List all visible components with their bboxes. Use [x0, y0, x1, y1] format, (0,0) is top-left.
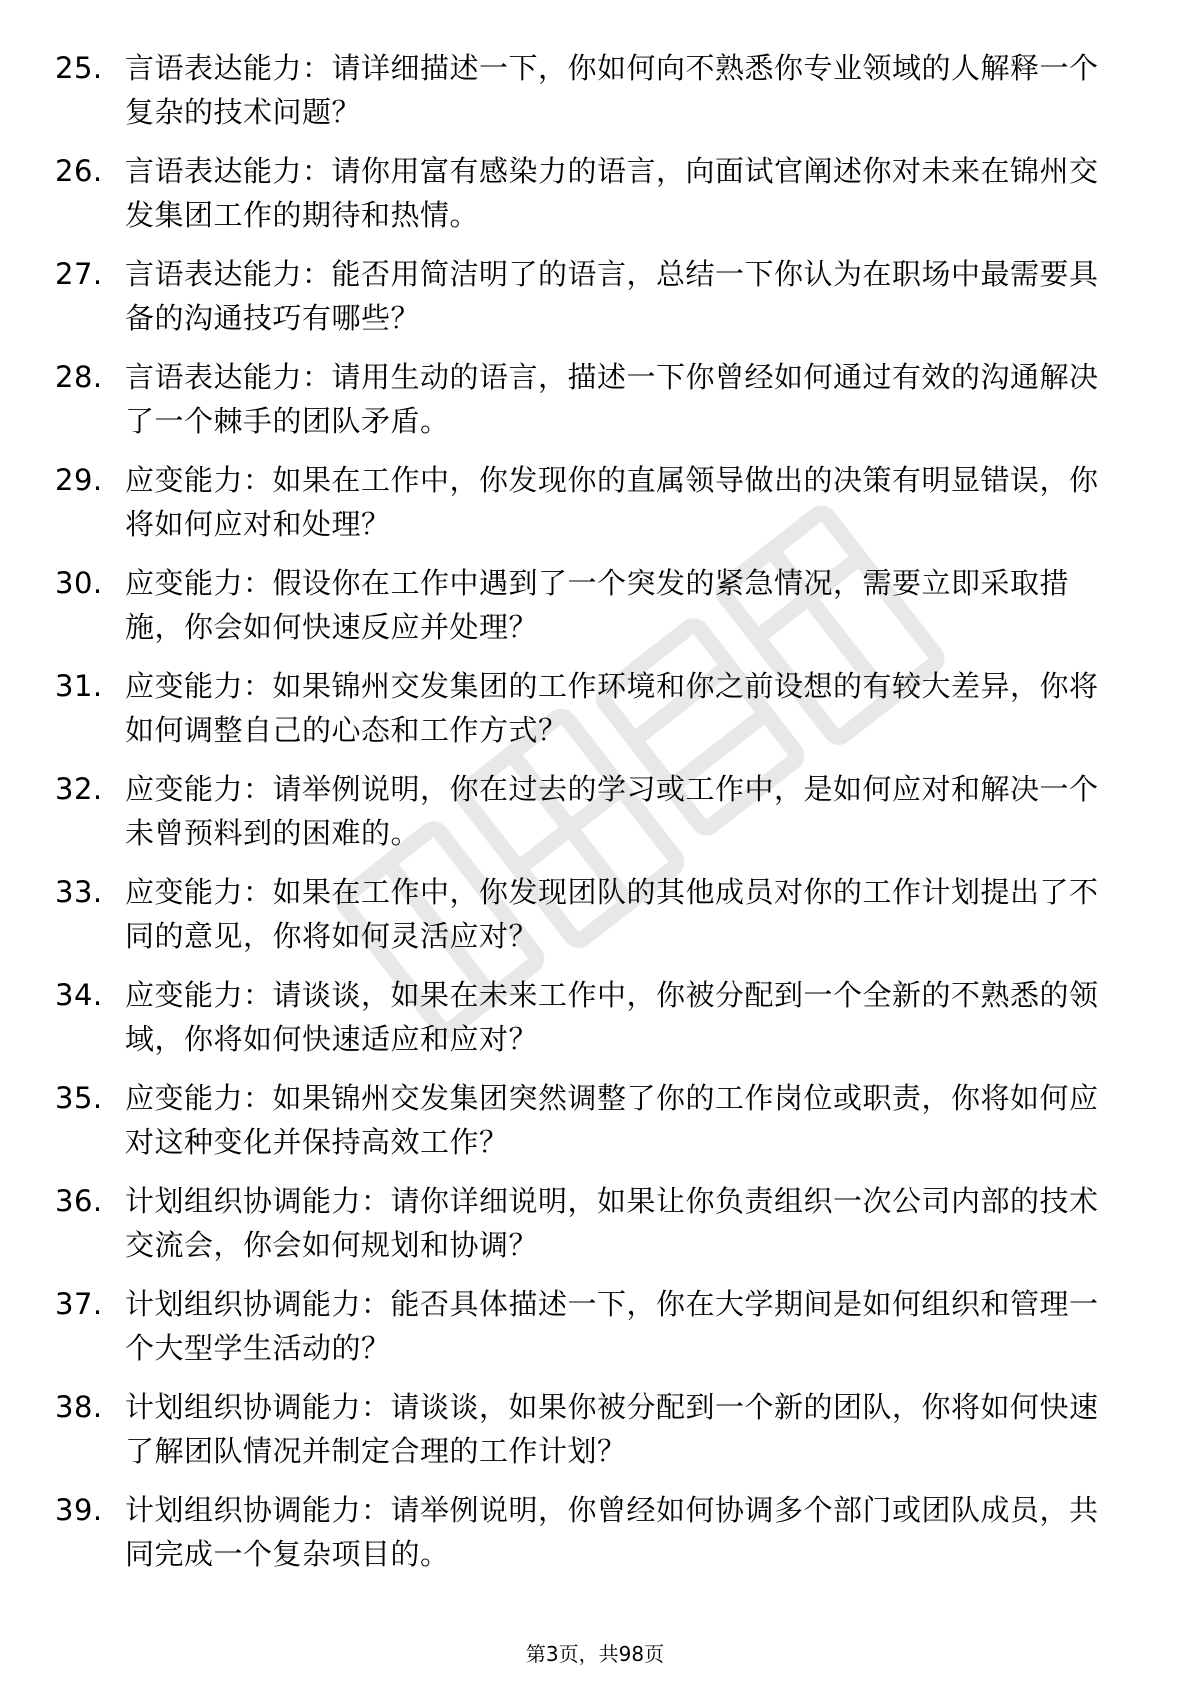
question-number: 33. [55, 875, 103, 909]
list-item [55, 46, 1115, 134]
list-item [55, 1282, 1115, 1370]
question-number: 29. [55, 463, 103, 497]
question-text: 言语表达能力：请你用富有感染力的语言，向面试官阐述你对未来在锦州交发集团工作的期待和热情。 [125, 154, 1099, 232]
question-number: 34. [55, 978, 103, 1012]
question-number: 36. [55, 1184, 103, 1218]
list-item [55, 561, 1115, 649]
question-number: 25. [55, 51, 103, 85]
question-number: 26. [55, 154, 103, 188]
question-text: 应变能力：如果锦州交发集团的工作环境和你之前设想的有较大差异，你将如何调整自己的心态和工作方式？ [125, 669, 1099, 747]
list-item [55, 1488, 1115, 1576]
question-number: 39. [55, 1493, 103, 1527]
question-text: 应变能力：如果锦州交发集团突然调整了你的工作岗位或职责，你将如何应对这种变化并保持高效工作？ [125, 1081, 1099, 1159]
question-list [55, 46, 1115, 1591]
list-item [55, 1385, 1115, 1473]
question-number: 32. [55, 772, 103, 806]
question-number: 27. [55, 257, 103, 291]
question-text: 应变能力：请举例说明，你在过去的学习或工作中，是如何应对和解决一个未曾预料到的困难的。 [125, 772, 1099, 850]
list-item [55, 870, 1115, 958]
question-text: 计划组织协调能力：请举例说明，你曾经如何协调多个部门或团队成员，共同完成一个复杂项目的。 [125, 1493, 1099, 1571]
list-item [55, 355, 1115, 443]
question-text: 应变能力：如果在工作中，你发现你的直属领导做出的决策有明显错误，你将如何应对和处理？ [125, 463, 1099, 541]
question-text: 计划组织协调能力：能否具体描述一下，你在大学期间是如何组织和管理一个大型学生活动的？ [125, 1287, 1099, 1365]
question-number: 28. [55, 360, 103, 394]
question-text: 计划组织协调能力：请谈谈，如果你被分配到一个新的团队，你将如何快速了解团队情况并制定合理的工作计划？ [125, 1390, 1099, 1468]
page-number-footer: 第3页，共98页 [525, 1642, 665, 1666]
question-text: 应变能力：如果在工作中，你发现团队的其他成员对你的工作计划提出了不同的意见，你将如何灵活应对？ [125, 875, 1099, 953]
question-number: 37. [55, 1287, 103, 1321]
list-item [55, 252, 1115, 340]
question-number: 30. [55, 566, 103, 600]
question-number: 35. [55, 1081, 103, 1115]
list-item [55, 767, 1115, 855]
question-number: 38. [55, 1390, 103, 1424]
list-item [55, 1076, 1115, 1164]
question-text: 言语表达能力：请用生动的语言，描述一下你曾经如何通过有效的沟通解决了一个棘手的团队矛盾。 [125, 360, 1099, 438]
list-item [55, 149, 1115, 237]
question-number: 31. [55, 669, 103, 703]
list-item [55, 664, 1115, 752]
question-text: 应变能力：假设你在工作中遇到了一个突发的紧急情况，需要立即采取措施，你会如何快速反应并处理？ [125, 566, 1070, 644]
question-text: 言语表达能力：请详细描述一下，你如何向不熟悉你专业领域的人解释一个复杂的技术问题？ [125, 51, 1099, 129]
question-text: 计划组织协调能力：请你详细说明，如果让你负责组织一次公司内部的技术交流会，你会如何规划和协调？ [125, 1184, 1099, 1262]
list-item [55, 1179, 1115, 1267]
question-text: 应变能力：请谈谈，如果在未来工作中，你被分配到一个全新的不熟悉的领域，你将如何快速适应和应对？ [125, 978, 1099, 1056]
list-item [55, 973, 1115, 1061]
list-item [55, 458, 1115, 546]
question-text: 言语表达能力：能否用简洁明了的语言，总结一下你认为在职场中最需要具备的沟通技巧有哪些？ [125, 257, 1099, 335]
